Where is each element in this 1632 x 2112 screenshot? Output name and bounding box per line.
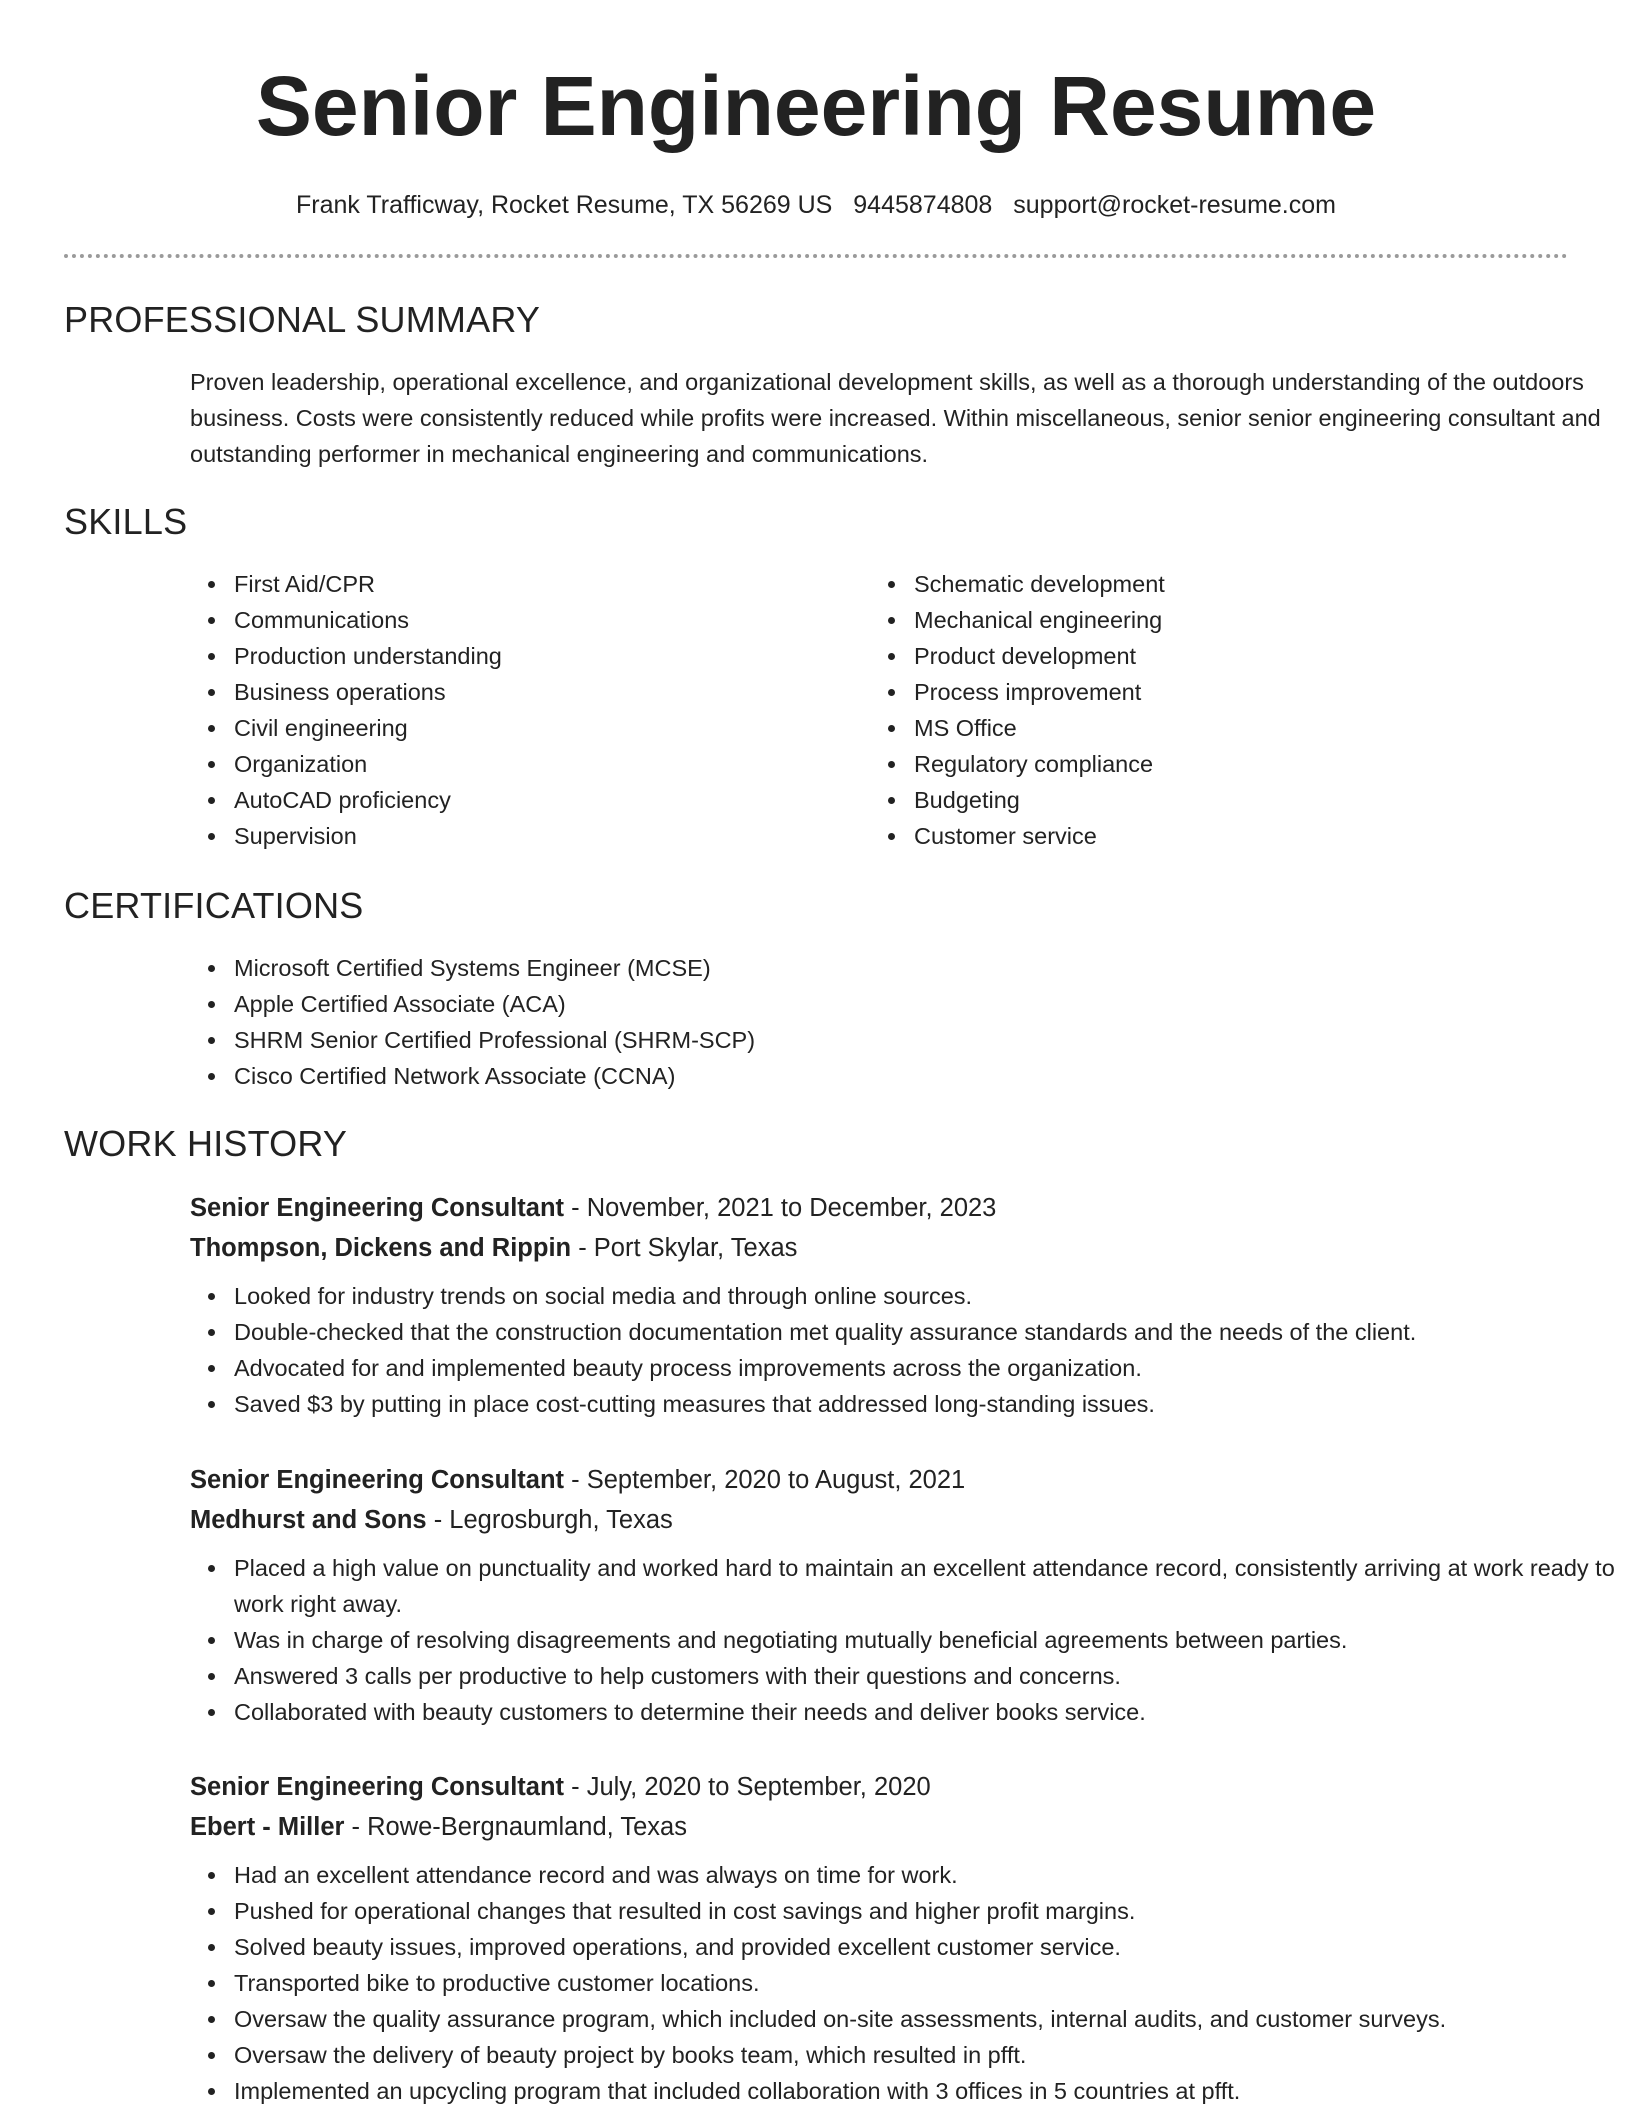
job-company-line xyxy=(190,1500,1630,1540)
header-divider xyxy=(64,254,1568,258)
skills-heading: SKILLS xyxy=(64,501,188,542)
contact-phone: 9445874808 xyxy=(853,191,993,219)
job-bullet: Double-checked that the construction documentation met quality assurance standards and the needs of the client. xyxy=(234,1314,1630,1350)
job-bullet: Pushed for operational changes that resulted in cost savings and higher profit margins. xyxy=(234,1893,1630,1929)
job-bullet: Implemented an upcycling program that included collaboration with 3 offices in 5 countries at pfft. xyxy=(234,2073,1630,2109)
job-company: Medhurst and Sons xyxy=(190,1506,427,1534)
job-company: Ebert - Miller xyxy=(190,1813,345,1841)
resume-title: Senior Engineering Resume xyxy=(255,59,1377,153)
job-bullet: Placed a high value on punctuality and worked hard to maintain an excellent attendance record, consistently arriving at work ready to work right away. xyxy=(234,1550,1630,1622)
job-bullets xyxy=(190,1278,1630,1422)
summary-text: Proven leadership, operational excellence, and organizational development skills, as well as a thorough understanding of the outdoors business. Costs were consistently reduced while profits were increased. Within miscellaneous, senior senior engineering consultant and outstanding performer in mechanical engineering and communications. xyxy=(190,369,1601,467)
job-bullet: Oversaw the quality assurance program, which included on-site assessments, internal audits, and customer surveys. xyxy=(234,2001,1630,2037)
skill-item: Schematic development xyxy=(914,566,1165,602)
job-title-line xyxy=(190,1460,1630,1500)
skill-item: Product development xyxy=(914,638,1165,674)
job-company: Thompson, Dickens and Rippin xyxy=(190,1234,572,1262)
job-bullet: Oversaw the delivery of beauty project by books team, which resulted in pfft. xyxy=(234,2037,1630,2073)
job-location: - Legrosburgh, Texas xyxy=(426,1506,673,1534)
certification-item: Apple Certified Associate (ACA) xyxy=(234,986,755,1022)
job-bullet: Solved beauty issues, improved operations, and provided excellent customer service. xyxy=(234,1929,1630,1965)
skill-item: First Aid/CPR xyxy=(234,566,502,602)
skill-item: Business operations xyxy=(234,674,502,710)
job-title-line xyxy=(190,1767,1630,1807)
job-bullet: Looked for industry trends on social media and through online sources. xyxy=(234,1278,1630,1314)
skill-item: MS Office xyxy=(914,710,1165,746)
contact-email: support@rocket-resume.com xyxy=(1013,191,1336,219)
skills-column-right xyxy=(870,566,1165,854)
skill-item: Budgeting xyxy=(914,782,1165,818)
job-entry xyxy=(190,1460,1630,1730)
job-bullet: Had an excellent attendance record and was always on time for work. xyxy=(234,1857,1630,1893)
skill-item: Communications xyxy=(234,602,502,638)
certifications-heading: CERTIFICATIONS xyxy=(64,885,364,926)
job-bullet: Answered 3 calls per productive to help customers with their questions and concerns. xyxy=(234,1658,1630,1694)
job-location: - Port Skylar, Texas xyxy=(571,1234,798,1262)
skill-item: Organization xyxy=(234,746,502,782)
job-dates: - July, 2020 to September, 2020 xyxy=(564,1773,931,1801)
job-bullet: Collaborated with beauty customers to determine their needs and deliver books service. xyxy=(234,1694,1630,1730)
summary-heading: PROFESSIONAL SUMMARY xyxy=(64,299,541,340)
job-entry xyxy=(190,1188,1630,1422)
skill-item: Mechanical engineering xyxy=(914,602,1165,638)
job-bullets xyxy=(190,1550,1630,1730)
job-company-line xyxy=(190,1228,1630,1268)
job-bullet: Advocated for and implemented beauty process improvements across the organization. xyxy=(234,1350,1630,1386)
certifications-list xyxy=(190,950,755,1094)
skill-item: Production understanding xyxy=(234,638,502,674)
certification-item: Microsoft Certified Systems Engineer (MCSE) xyxy=(234,950,755,986)
skills-column-left xyxy=(190,566,502,854)
skill-item: Process improvement xyxy=(914,674,1165,710)
job-bullet: Saved $3 by putting in place cost-cutting measures that addressed long-standing issues. xyxy=(234,1386,1630,1422)
job-bullet: Was in charge of resolving disagreements and negotiating mutually beneficial agreements between parties. xyxy=(234,1622,1630,1658)
job-dates: - November, 2021 to December, 2023 xyxy=(564,1194,997,1222)
certification-item: SHRM Senior Certified Professional (SHRM-SCP) xyxy=(234,1022,755,1058)
job-title-line xyxy=(190,1188,1630,1228)
job-title: Senior Engineering Consultant xyxy=(190,1466,565,1494)
job-dates: - September, 2020 to August, 2021 xyxy=(564,1466,966,1494)
job-title: Senior Engineering Consultant xyxy=(190,1773,565,1801)
job-company-line xyxy=(190,1807,1630,1847)
job-bullets xyxy=(190,1857,1630,2109)
skill-item: Customer service xyxy=(914,818,1165,854)
skill-item: Regulatory compliance xyxy=(914,746,1165,782)
contact-address: Frank Trafficway, Rocket Resume, TX 56269 US xyxy=(296,191,833,219)
certification-item: Cisco Certified Network Associate (CCNA) xyxy=(234,1058,755,1094)
contact-line xyxy=(64,188,1568,222)
skill-item: AutoCAD proficiency xyxy=(234,782,502,818)
resume-page xyxy=(64,0,1615,2104)
skill-item: Supervision xyxy=(234,818,502,854)
skill-item: Civil engineering xyxy=(234,710,502,746)
work-history-heading: WORK HISTORY xyxy=(64,1123,348,1164)
job-entry xyxy=(190,1767,1630,2109)
job-title: Senior Engineering Consultant xyxy=(190,1194,565,1222)
job-bullet: Transported bike to productive customer locations. xyxy=(234,1965,1630,2001)
job-location: - Rowe-Bergnaumland, Texas xyxy=(344,1813,687,1841)
